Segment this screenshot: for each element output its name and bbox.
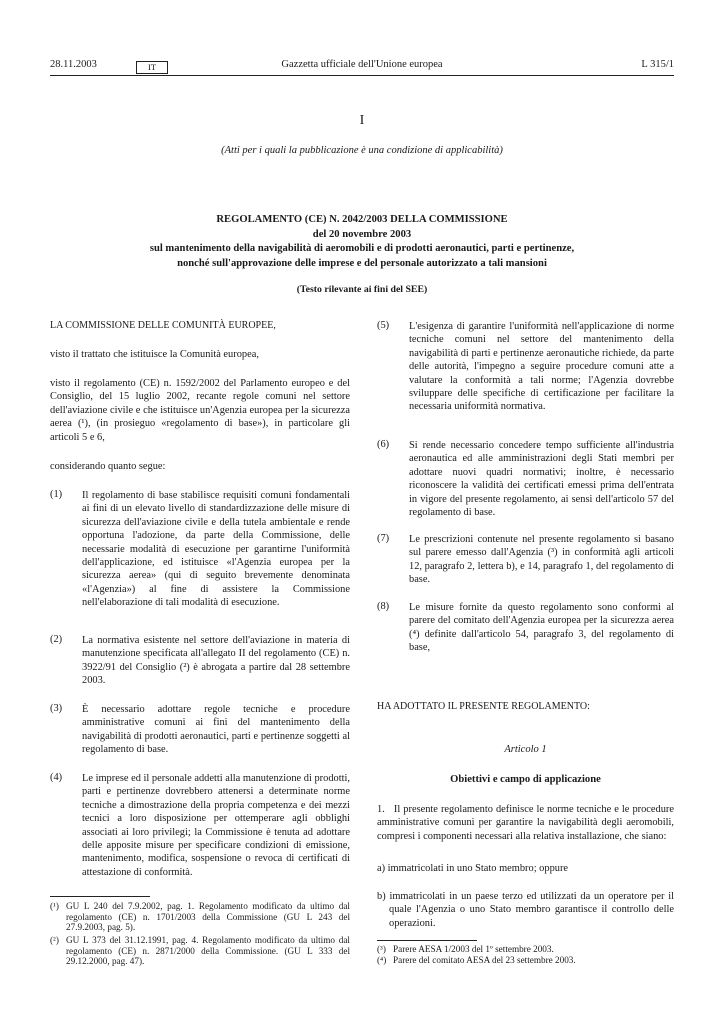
recital-text: La normativa esistente nel settore dell'aviazione in materia di manutenzione specificata all'allegato II del regolamento (CE) n. 3922/91 del Consiglio (²) è abrogata a partire dal 28 settembre 2003. [82, 635, 350, 687]
footnote-number: (⁴) [377, 955, 387, 965]
article-label: Articolo 1 [504, 744, 547, 755]
recital-text: Le imprese ed il personale addetti alla manutenzione di prodotti, parti e pertinenze dovrebbero attenersi a determinate norme tecniche a dimostrazione della propria competenza e dei mezzi tecnici a loro disposizione per ottemperare agli obblighi associati ai loro privilegi; la Commissione è tenuta ad adottare delle apposite misure per specificare condizioni di emissione, mantenimento, modifica, sospensione o revoca di certificati di attestazione di conformità. [82, 773, 350, 878]
list-item-b: b) immatricolati in un paese terzo ed utilizzati da un operatore per il quale l'Agenzia o uno Stato membro garantisce il controllo delle operazioni. [377, 891, 674, 929]
recital-number: (1) [50, 489, 63, 500]
recital-number: (4) [50, 772, 63, 783]
recital-number: (3) [50, 703, 63, 714]
title-line-4: nonché sull'approvazione delle imprese e del personale autorizzato a tali mansioni [177, 257, 547, 269]
title-line-1: REGOLAMENTO (CE) N. 2042/2003 DELLA COMMISSIONE [216, 214, 508, 225]
footnote-number: (²) [50, 935, 59, 945]
footnote-rule [50, 896, 150, 897]
adoption-formula: HA ADOTTATO IL PRESENTE REGOLAMENTO: [377, 701, 590, 712]
header-rule [50, 75, 674, 76]
footnote-number: (³) [377, 944, 386, 954]
citation-treaty: visto il trattato che istituisce la Comunità europea, [50, 349, 259, 360]
footnote-rule [377, 940, 477, 941]
recital-text: L'esigenza di garantire l'uniformità nell'applicazione di norme tecniche comuni nel settore del mantenimento della navigabilità di parti e pertinenze aeronautiche richiede, da parte delle autorità, l'impegno a seguire procedure comuni atte a valutare la conformità a tali norme; l'Agenzia dovrebbe sviluppare delle specifiche di certificazione per facilitare la necessaria uniformità normativa. [409, 321, 674, 413]
considerando: considerando quanto segue: [50, 461, 166, 472]
footnote-text: Parere del comitato AESA del 23 settembre 2003. [393, 955, 576, 965]
recital-number: (5) [377, 320, 390, 331]
footnote-number: (¹) [50, 901, 59, 911]
title-line-3: sul mantenimento della navigabilità di aeromobili e di prodotti aeronautici, parti e pertinenze, [149, 243, 575, 255]
regulation-title [50, 213, 674, 271]
recital-number: (7) [377, 533, 390, 544]
authority: LA COMMISSIONE DELLE COMUNITÀ EUROPEE, [50, 320, 276, 331]
recital-text: Si rende necessario concedere tempo sufficiente all'industria aeronautica ed alle amministrazioni degli Stati membri per adottare nuovi quadri normativi; inoltre, è necessario riconoscere la validità dei certificati emessi prima dell'entrata in vigore del presente regolamento, ai sensi dell'articolo 57 del regolamento di base. [409, 440, 674, 519]
recital-text: Il regolamento di base stabilisce requisiti comuni fondamentali ai fini di un elevato livello di standardizzazione delle misure di sicurezza dell'aviazione civile e della tutela ambientale e rende opportuna l'adozione, da parte della Commissione, delle necessarie modalità di esecuzione per garantirne l'uniformità dell'applicazione, ed istituisce «l'Agenzia europea per la sicurezza aerea» (qui di seguito brevemente denominata «l'Agenzia») al fine di assistere la Commissione nell'elaborazione di tali modalità di esecuzione. [82, 490, 350, 609]
citation-base-regulation: visto il regolamento (CE) n. 1592/2002 del Parlamento europeo e del Consiglio, del 15 luglio 2002, recante regole comuni nel settore dell'aviazione civile e che istituisce un'Agenzia europea per la sicurezza aerea (¹), (in prosieguo «regolamento di base»), in particolare gli articoli 5 e 6, [50, 378, 350, 443]
page-reference: L 315/1 [641, 59, 674, 70]
article-title: Obiettivi e campo di applicazione [450, 774, 601, 785]
recital-number: (6) [377, 439, 390, 450]
eea-relevance: (Testo rilevante ai fini del SEE) [296, 284, 428, 295]
language-box: IT [136, 61, 168, 74]
recital-text: Le prescrizioni contenute nel presente regolamento si basano sul parere emesso dall'Agenzia (³) in conformità agli articoli 12, paragrafo 2, lettera b), e 14, paragrafo 1, del regolamento di base. [409, 534, 674, 586]
series-number: I [359, 113, 365, 128]
title-line-2: del 20 novembre 2003 [312, 228, 412, 240]
journal-title: Gazzetta ufficiale dell'Unione europea [281, 59, 443, 70]
recital-text: Le misure fornite da questo regolamento sono conformi al parere del comitato dell'Agenzia europea per la sicurezza aerea (⁴) definite dall'articolo 54, paragrafo 3, del regolamento di base, [409, 602, 674, 654]
footnote-text: GU L 373 del 31.12.1991, pag. 4. Regolamento modificato da ultimo dal regolamento (CE) n. 2871/2000 della Commissione. (GU L 333 del 29.12.2000, pag. 47). [66, 935, 350, 967]
recital-number: (8) [377, 601, 390, 612]
series-subtitle: (Atti per i quali la pubblicazione è una condizione di applicabilità) [221, 145, 503, 156]
footnote-text: Parere AESA 1/2003 del 1º settembre 2003. [393, 944, 554, 954]
list-item-a: a) immatricolati in uno Stato membro; oppure [377, 863, 569, 874]
article-paragraph-1: 1. Il presente regolamento definisce le norme tecniche e le procedure amministrative comuni per garantire la navigabilità degli aeromobili, compresi i componenti necessari alla relativa installazione, che siano: [377, 804, 677, 842]
header-date: 28.11.2003 [50, 59, 97, 70]
footnote-text: GU L 240 del 7.9.2002, pag. 1. Regolamento modificato da ultimo dal regolamento (CE) n. 1701/2003 della Commissione (GU L 243 del 27.9.2003, pag. 5). [66, 901, 350, 933]
recital-number: (2) [50, 634, 63, 645]
recital-text: È necessario adottare regole tecniche e procedure amministrative comuni ai fini del mantenimento della navigabilità di prodotti aeronautici, parti e pertinenze soggetti al regolamento di base. [82, 704, 350, 756]
